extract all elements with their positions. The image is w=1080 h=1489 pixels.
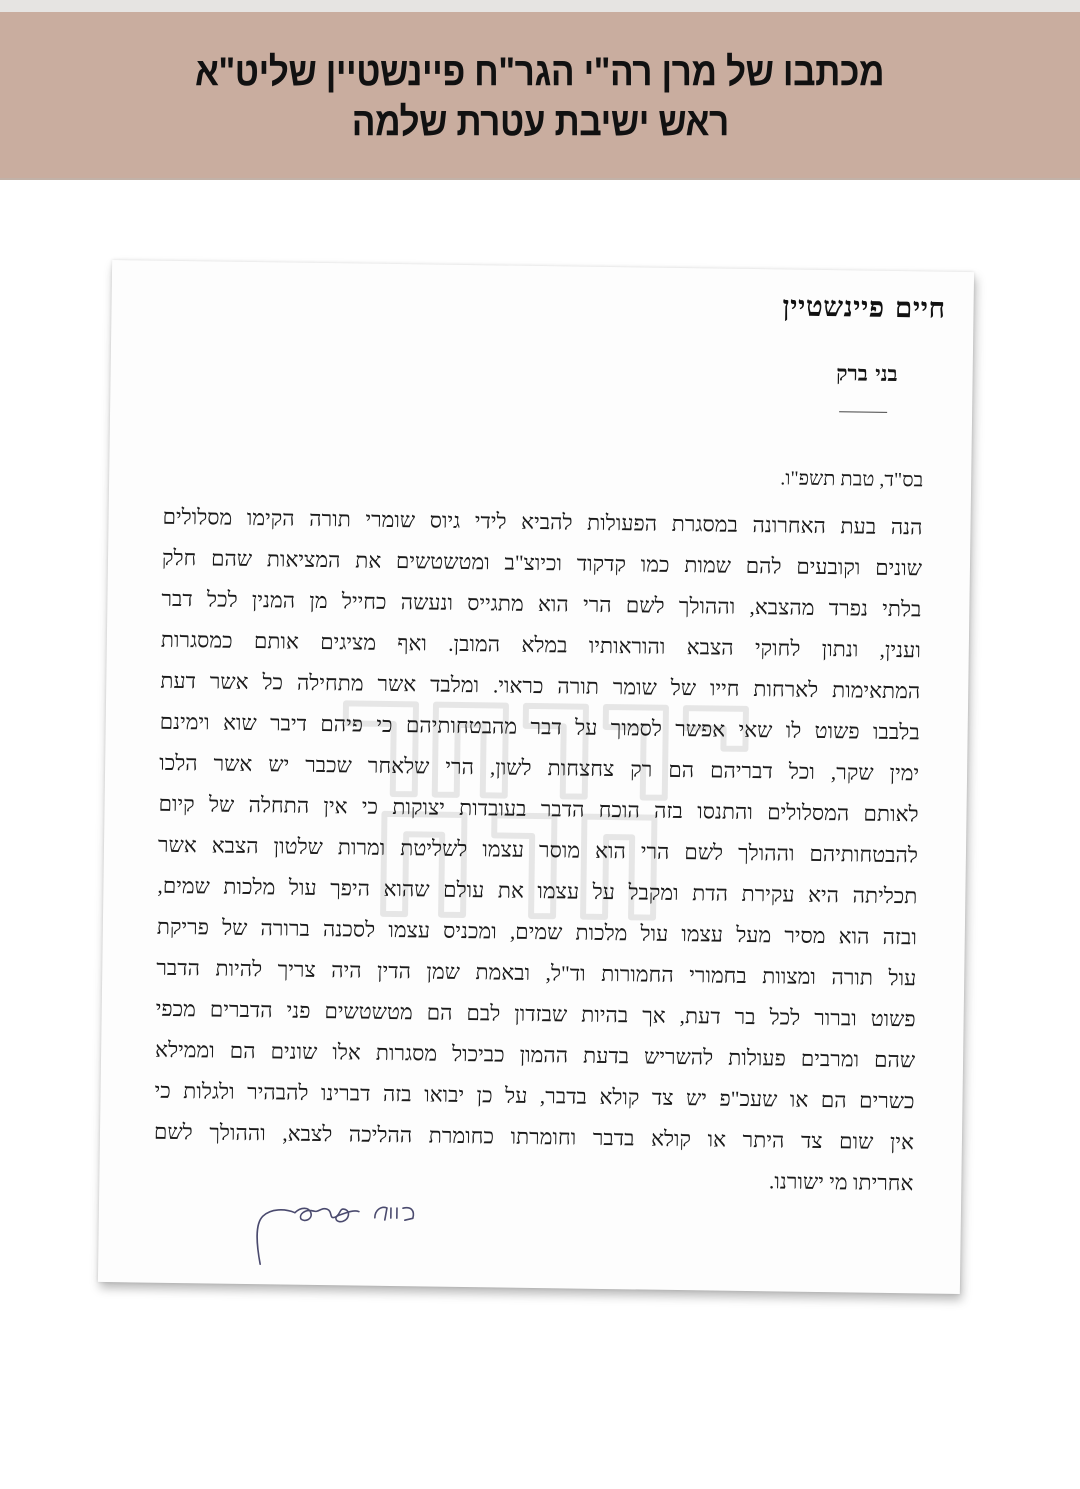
body-line: תכליתה היא עקירת הדת ומקבל על עצמו את עולם שהוא היפך עול מלכות שמים, bbox=[157, 873, 918, 909]
body-line: פשוט וברור לכל בר דעת, אך בהיות שבזדון לבם הם מטשטשים פני הדברים מכפי bbox=[155, 996, 916, 1032]
header-title-line-1: מכתבו של מרן רה"י הגר"ח פיינשטיין שליט"א bbox=[195, 50, 885, 94]
body-line: לאותם המסלולים והתנסו בזה הוכח הדבר בעובדות יצוקות כי אין התחלה של קיום bbox=[158, 791, 919, 827]
body-line: הנה בעת האחרונה במסגרת הפעולות להביא לידי גיוס שומרי תורה הקימו מסלולים bbox=[162, 504, 923, 540]
letter-document bbox=[98, 260, 974, 1294]
letterhead-divider bbox=[839, 411, 887, 413]
letter-body bbox=[153, 497, 923, 1205]
body-line: המתאימות לארחות חייו של שומר תורה כראוי. ומלבד אשר מתחילה כל אשר דעת bbox=[160, 668, 921, 704]
body-line: ובזה הוא מסיר מעל עצמו עול מלכות שמים, ומכניס עצמו לסכנה ברורה של פריקת bbox=[156, 914, 917, 950]
header-title-line-2: ראש ישיבת עטרת שלמה bbox=[351, 100, 729, 144]
handwritten-signature-icon bbox=[248, 1194, 449, 1272]
body-line: בלתי נפרד מהצבא, וההולך לשם הרי הוא מתגייס ונעשה כחייל מן המנין לכל דבר bbox=[161, 586, 922, 622]
body-line: אין שום צד היתר או קולא בדבר וחומרתו כחומרת ההליכה לצבא, וההולך לשם bbox=[153, 1119, 915, 1155]
letter-date: בס"ד, טבת תשפ"ו. bbox=[780, 467, 924, 492]
body-line: שהם ומרבים פעולות להשריש בדעת ההמון כביכול מסגרות אלו שונים הם וממילא bbox=[154, 1037, 916, 1073]
letterhead-name: חיים פיינשטיין bbox=[782, 289, 946, 325]
body-line: עול תורה ומצוות בחמורי החמורות וד"ל, ובאמת שמן הדין היה צריך להיות הדבר bbox=[156, 955, 917, 991]
body-line: וענין, ונתון לחוקי הצבא והוראותיו במלא המובן. ואף מציגים אותם כמסגרות bbox=[160, 627, 921, 663]
body-line: להבטחותיהם וההולך לשם הרי הוא מוסר עצמו לשליטת ומרות שלטון הצבא אשר bbox=[157, 832, 919, 868]
letterhead-city: בני ברק bbox=[836, 360, 898, 387]
header-banner bbox=[0, 12, 1080, 180]
body-line: שונים וקובעים להם שמות כמו קדקוד וכיוצ"ב ומטשטשים את המציאות שהם חלק bbox=[161, 545, 923, 581]
body-line: אחריתו מי ישורנו. bbox=[768, 1169, 914, 1196]
body-line: בלבבו פשוט לו שאי אפשר לסמוך על דבר מהבטחותיהם כי פיהם דיבר שוא וימינם bbox=[159, 709, 920, 745]
body-line: כשרים הם או שעכ"פ יש צד קולא בדבר, על כן יבואו בזה דברינו להבהיר ולגלות כי bbox=[154, 1078, 915, 1114]
top-strip bbox=[0, 0, 1080, 12]
body-line: ימין שקר, וכל דבריהם הם רק צחצחות לשון, הרי שלאחר שכבר יש אשר הלכו bbox=[158, 750, 920, 786]
